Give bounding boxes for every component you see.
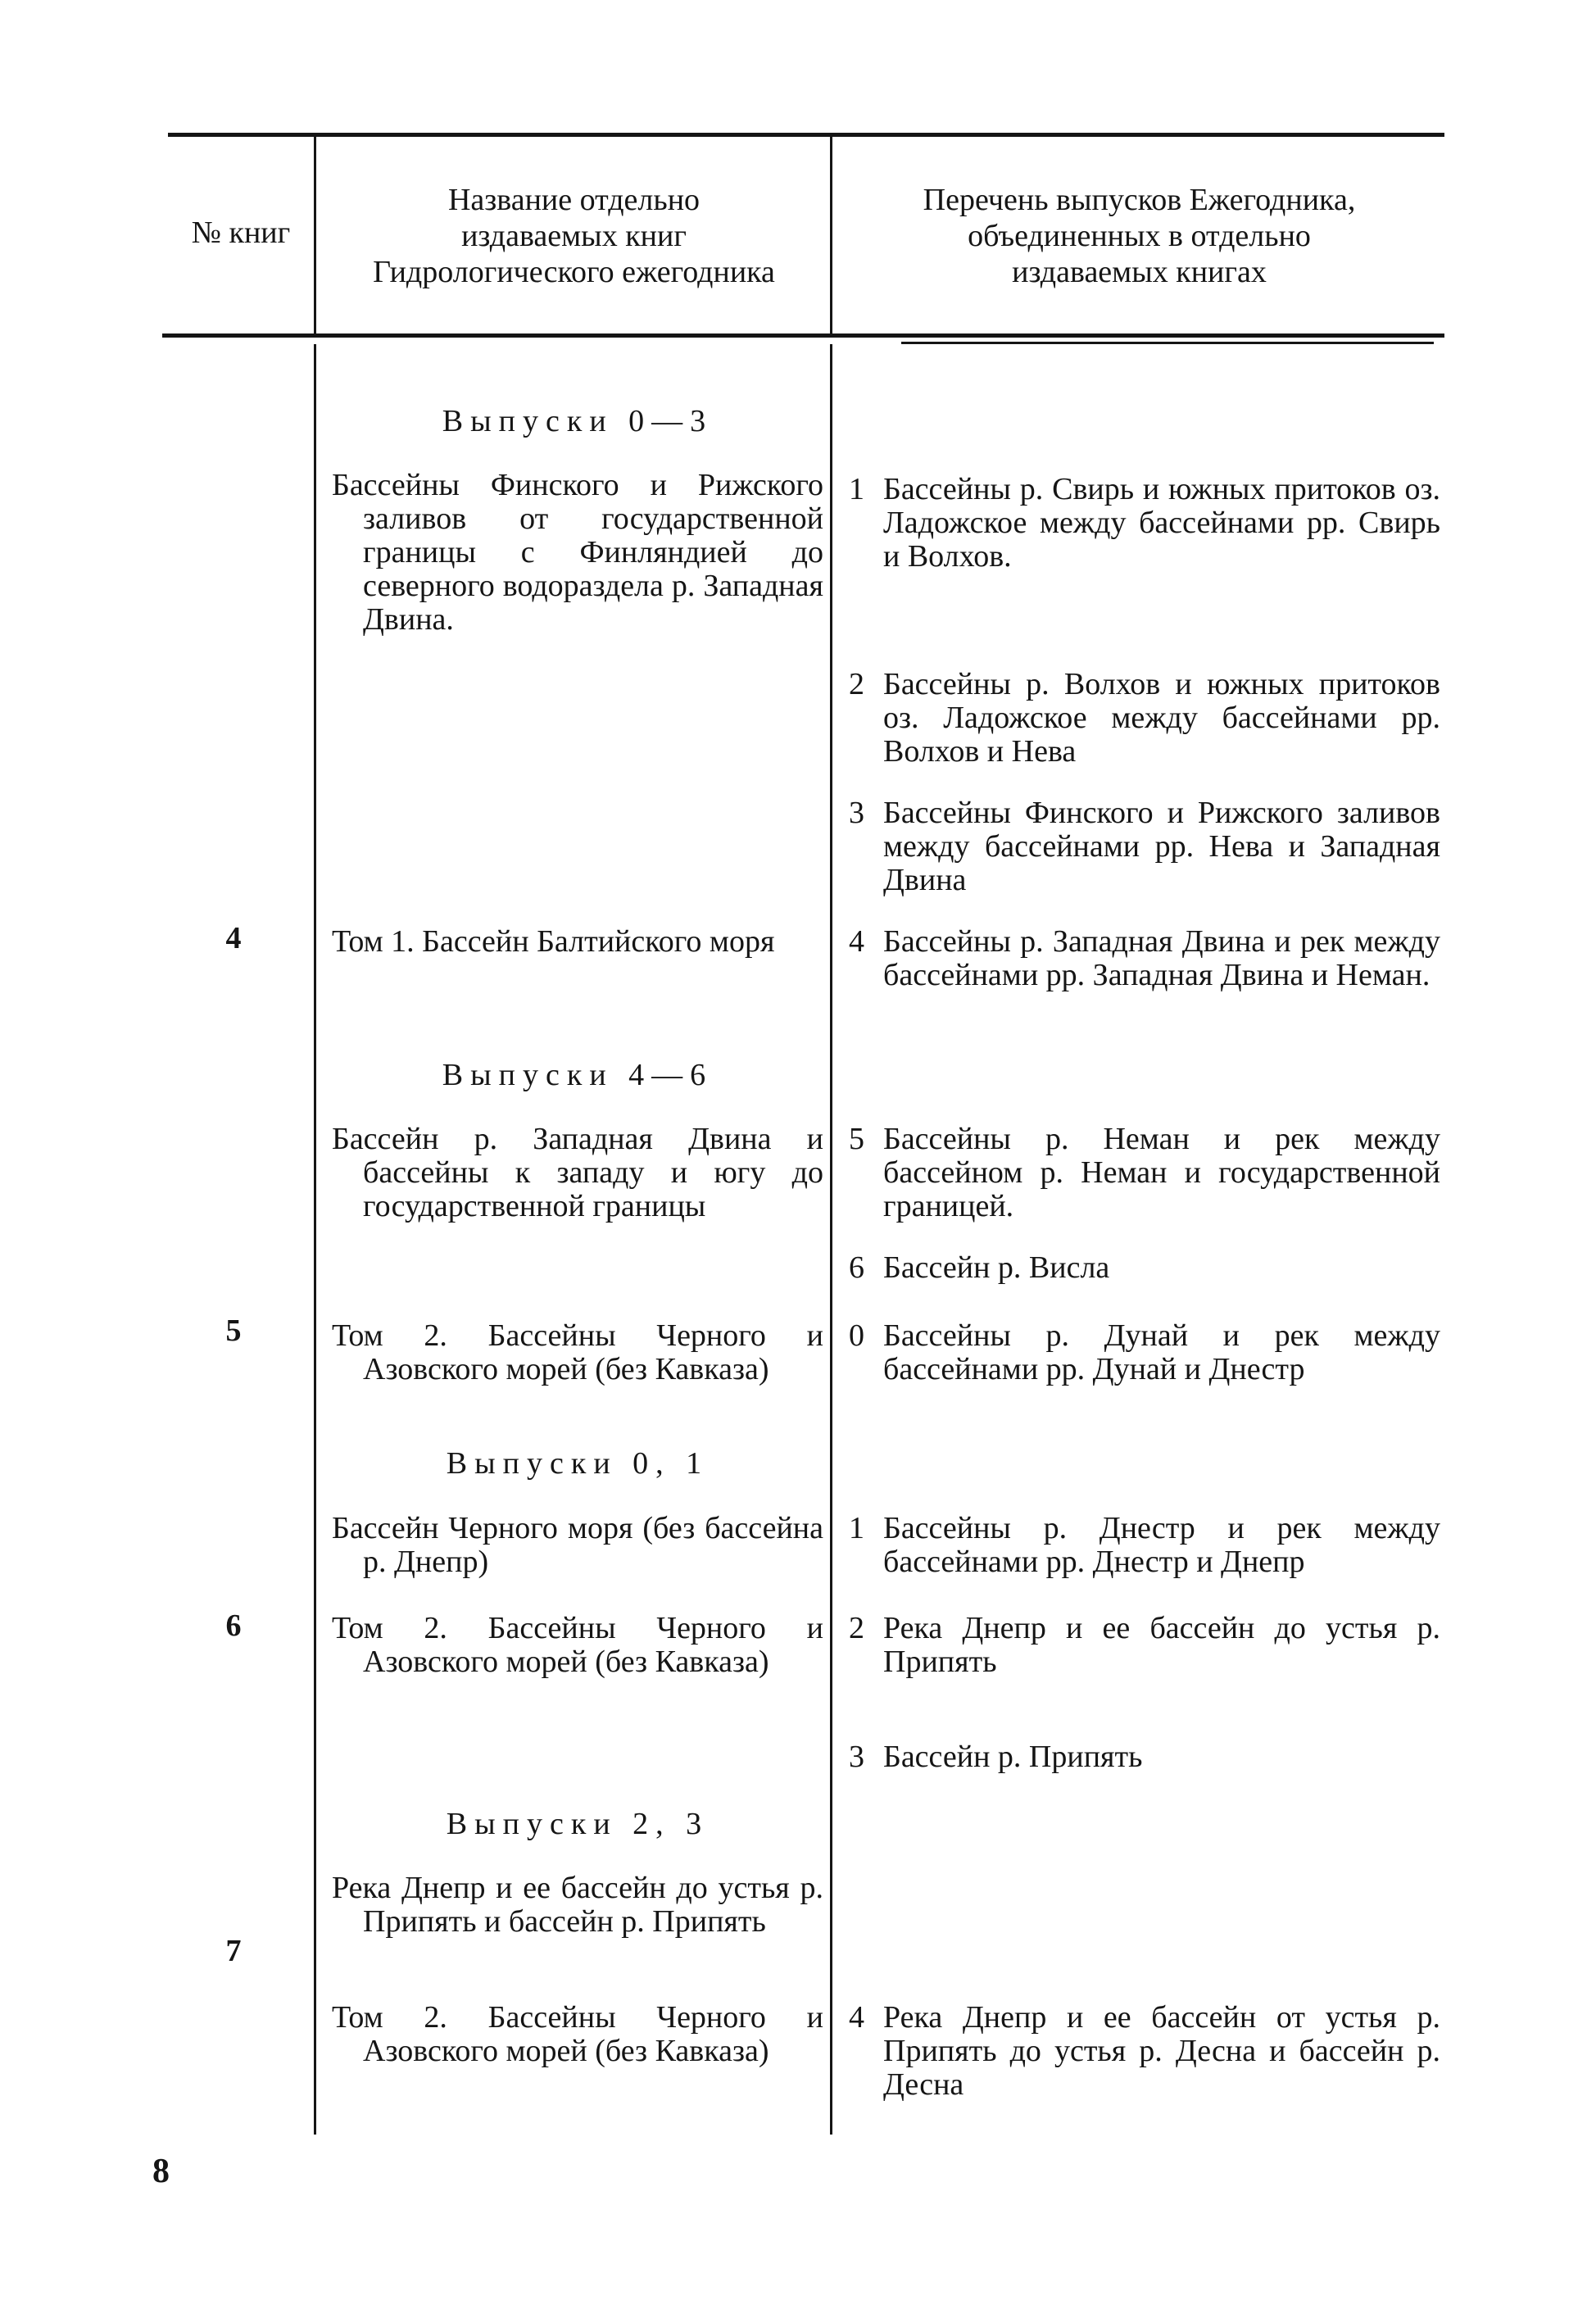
issue-number: 3 (849, 1740, 864, 1774)
issue-number: 2 (849, 1611, 864, 1645)
section-heading: Выпуски 4—6 (442, 1058, 714, 1092)
header-book-title-line: Название отдельно (447, 183, 701, 217)
issue-number: 2 (849, 667, 864, 701)
issue-entry (849, 1319, 1440, 1386)
book-name (332, 1612, 823, 1679)
issue-entry (849, 1512, 1440, 1579)
issue-number: 5 (849, 1122, 864, 1156)
book-name (332, 1872, 823, 1939)
issue-text: Бассейн р. Припять (883, 1740, 1143, 1774)
issue-number: 1 (849, 1511, 864, 1545)
header-bottom-rule (162, 333, 1444, 338)
section-heading: Выпуски 0—3 (442, 404, 714, 438)
issue-number: 6 (849, 1250, 864, 1285)
book-name (332, 1512, 823, 1579)
book-name-text: Река Днепр и ее бассейн до устья р. Припять и бассейн р. Припять (332, 1871, 823, 1939)
issue-entry (849, 925, 1440, 992)
book-number: 4 (225, 921, 242, 955)
header-divider-1 (314, 137, 316, 333)
issue-entry (849, 1251, 1440, 1285)
issue-number: 3 (849, 796, 864, 830)
section-heading: Выпуски 2, 3 (446, 1807, 710, 1841)
section-heading: Выпуски 0, 1 (446, 1446, 710, 1481)
book-name (332, 1123, 823, 1223)
book-name-text: Бассейны Финского и Рижского заливов от государственной границы с Финляндией до северного водораздела р. Западная Двина. (332, 468, 823, 637)
header-bottom-rule-thin (901, 342, 1434, 344)
issue-text: Бассейны р. Неман и рек между бассейном р. Неман и государственной границей. (883, 1122, 1440, 1223)
header-issue-list-line: издаваемых книгах (1012, 255, 1267, 289)
top-rule (168, 133, 1444, 137)
issue-entry (849, 473, 1440, 574)
header-book-title-line: Гидрологического ежегодника (373, 255, 775, 289)
issue-number: 4 (849, 2000, 864, 2035)
issue-text: Бассейн р. Висла (883, 1250, 1110, 1285)
issue-text: Бассейны р. Западная Двина и рек между бассейнами рр. Западная Двина и Неман. (883, 924, 1440, 992)
header-issue-list-line: объединенных в отдельно (968, 219, 1311, 253)
book-name-text: Том 2. Бассейны Черного и Азовского морей (без Кавказа) (332, 2000, 823, 2068)
header-book-title (318, 182, 830, 290)
header-divider-2 (830, 137, 832, 333)
issue-entry (849, 1123, 1440, 1223)
book-name (332, 2001, 823, 2068)
body-divider-1 (314, 344, 316, 2135)
book-name (332, 925, 823, 959)
page-number: 8 (152, 2153, 170, 2190)
issue-text: Бассейны р. Свирь и южных притоков оз. Ладожское между бассейнами рр. Свирь и Волхов. (883, 472, 1440, 574)
issue-entry (849, 2001, 1440, 2102)
issue-text: Река Днепр и ее бассейн от устья р. Припять до устья р. Десна и бассейн р. Десна (883, 2000, 1440, 2102)
header-book-number: № книг (191, 216, 291, 250)
issue-text: Бассейны Финского и Рижского заливов между бассейнами рр. Нева и Западная Двина (883, 796, 1440, 897)
issue-text: Река Днепр и ее бассейн до устья р. Припять (883, 1611, 1440, 1679)
book-name (332, 469, 823, 637)
issue-number: 0 (849, 1318, 864, 1353)
issue-entry (849, 668, 1440, 769)
book-name-text: Бассейн Черного моря (без бассейна р. Днепр) (332, 1511, 823, 1579)
book-name-text: Том 2. Бассейны Черного и Азовского морей (без Кавказа) (332, 1611, 823, 1679)
issue-text: Бассейны р. Дунай и рек между бассейнами рр. Дунай и Днестр (883, 1318, 1440, 1386)
book-name-text: Том 1. Бассейн Балтийского моря (332, 924, 775, 959)
issue-number: 4 (849, 924, 864, 959)
header-issue-list-line: Перечень выпусков Ежегодника, (923, 183, 1356, 217)
book-number: 6 (225, 1608, 242, 1643)
issue-text: Бассейны р. Днестр и рек между бассейнами рр. Днестр и Днепр (883, 1511, 1440, 1579)
book-name-text: Том 2. Бассейны Черного и Азовского морей (без Кавказа) (332, 1318, 823, 1386)
book-name-text: Бассейн р. Западная Двина и бассейны к западу и югу до государственной границы (332, 1122, 823, 1223)
book-number: 5 (225, 1313, 242, 1348)
issue-entry (849, 1740, 1440, 1774)
issue-number: 1 (849, 472, 864, 506)
issue-text: Бассейны р. Волхов и южных притоков оз. Ладожское между бассейнами рр. Волхов и Нева (883, 667, 1440, 769)
issue-entry (849, 796, 1440, 897)
body-divider-2 (830, 344, 832, 2135)
header-book-title-line: издаваемых книг (461, 219, 687, 253)
header-issue-list (834, 182, 1444, 290)
book-number: 7 (225, 1934, 242, 1968)
book-name (332, 1319, 823, 1386)
issue-entry (849, 1612, 1440, 1679)
